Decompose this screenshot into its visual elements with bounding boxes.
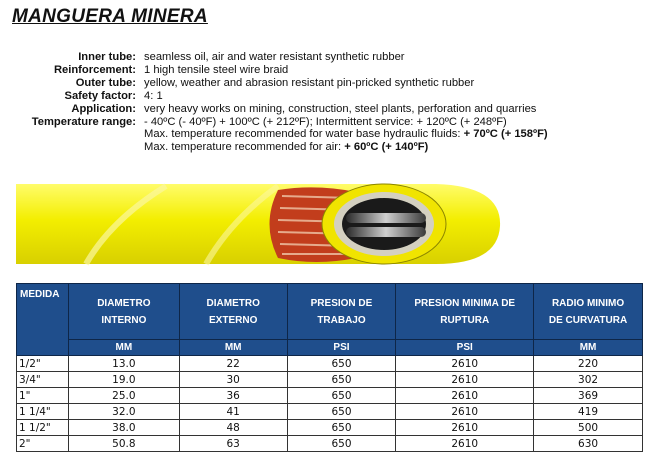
table-row (17, 420, 643, 436)
spec-row-temperature-range (10, 116, 548, 129)
table-cell: 13.0 (68, 356, 179, 372)
air-temp-note (10, 141, 548, 154)
spec-value: 4: 1 (144, 89, 163, 102)
spec-row-safety-factor (10, 90, 548, 103)
spec-label: Inner tube: (78, 51, 136, 63)
table-cell: 2610 (396, 420, 534, 436)
table-row (17, 388, 643, 404)
spec-label: Safety factor: (64, 89, 136, 102)
spec-value: yellow, weather and abrasion resistant pin-pricked synthetic rubber (144, 76, 475, 89)
table-cell: 41 (179, 404, 287, 420)
col-header-radio-curvatura (534, 284, 643, 340)
table-header-row (17, 284, 643, 340)
table-cell: 650 (287, 388, 396, 404)
steel-fitting (346, 213, 426, 223)
header-text: RADIO MINIMO (551, 297, 625, 309)
table-cell: 2610 (396, 388, 534, 404)
table-cell: 220 (534, 356, 643, 372)
unit-cell: PSI (287, 340, 396, 356)
table-cell: 22 (179, 356, 287, 372)
table-cell: 650 (287, 372, 396, 388)
header-text: DIAMETRO (206, 297, 260, 309)
size-cell: 3/4" (17, 372, 69, 388)
table-units-row (17, 340, 643, 356)
header-text: EXTERNO (209, 314, 258, 326)
spec-row-outer-tube (10, 77, 548, 90)
table-cell: 500 (534, 420, 643, 436)
spec-label: Outer tube: (75, 76, 136, 89)
size-cell: 1" (17, 388, 69, 404)
unit-cell: MM (534, 340, 643, 356)
table-cell: 50.8 (68, 436, 179, 452)
spec-row-reinforcement (10, 64, 548, 77)
table-cell: 2610 (396, 372, 534, 388)
table-cell: 30 (179, 372, 287, 388)
table-cell: 38.0 (68, 420, 179, 436)
header-text: DE CURVATURA (548, 314, 628, 326)
table-cell: 2610 (396, 404, 534, 420)
table-row (17, 356, 643, 372)
spec-value: 1 high tensile steel wire braid (144, 63, 289, 76)
col-header-diametro-interno (68, 284, 179, 340)
col-header-presion-ruptura (396, 284, 534, 340)
spec-label: Application: (71, 102, 136, 115)
col-header-medida (17, 284, 69, 356)
table-cell: 650 (287, 356, 396, 372)
header-text: RUPTURA (440, 314, 490, 326)
table-cell: 369 (534, 388, 643, 404)
table-row (17, 404, 643, 420)
unit-cell: PSI (396, 340, 534, 356)
table-row (17, 436, 643, 452)
header-text: DIAMETRO (97, 297, 151, 309)
hose-illustration (16, 180, 502, 268)
spec-label: Reinforcement: (53, 63, 136, 76)
table-cell: 19.0 (68, 372, 179, 388)
table-cell: 2610 (396, 356, 534, 372)
hose-spec-table (16, 283, 643, 452)
table-cell: 419 (534, 404, 643, 420)
size-cell: 1/2" (17, 356, 69, 372)
table-cell: 48 (179, 420, 287, 436)
inner-tube-bore (342, 198, 426, 250)
spec-row-inner-tube (10, 51, 548, 64)
table-cell: 32.0 (68, 404, 179, 420)
table-cell: 25.0 (68, 388, 179, 404)
spec-value: very heavy works on mining, construction, steel plants, perforation and quarries (144, 102, 537, 115)
table-cell: 36 (179, 388, 287, 404)
hydraulic-temp-note (10, 128, 548, 141)
col-header-presion-trabajo (287, 284, 396, 340)
size-cell: 1 1/4" (17, 404, 69, 420)
size-cell: 2" (17, 436, 69, 452)
unit-cell: MM (68, 340, 179, 356)
spec-value: seamless oil, air and water resistant synthetic rubber (144, 51, 405, 63)
table-cell: 302 (534, 372, 643, 388)
unit-cell: MM (179, 340, 287, 356)
table-cell: 650 (287, 436, 396, 452)
header-text: TRABAJO (317, 314, 366, 326)
col-header-diametro-externo (179, 284, 287, 340)
table-row (17, 372, 643, 388)
spec-value: - 40ºC (- 40ºF) + 100ºC (+ 212ºF); Intermittent service: + 120ºC (+ 248ºF) (144, 115, 507, 128)
hydraulic-temp-value: + 70ºC (+ 158ºF) (463, 128, 548, 141)
spec-row-application (10, 103, 548, 116)
air-temp-value: + 60ºC (+ 140ºF) (344, 141, 429, 154)
hydraulic-temp-text: Max. temperature recommended for water base hydraulic fluids: (144, 128, 464, 141)
table-cell: 650 (287, 404, 396, 420)
steel-fitting (346, 227, 426, 237)
table-cell: 650 (287, 420, 396, 436)
header-text: INTERNO (101, 314, 147, 326)
spec-label: Temperature range: (31, 115, 136, 128)
air-temp-text: Max. temperature recommended for air: (144, 141, 345, 154)
header-text: MEDIDA (20, 289, 60, 300)
table-cell: 2610 (396, 436, 534, 452)
page-title: MANGUERA MINERA (12, 6, 208, 27)
header-text: PRESION MINIMA DE (414, 297, 516, 309)
table-cell: 63 (179, 436, 287, 452)
header-text: PRESION DE (310, 297, 373, 309)
spec-list (10, 51, 548, 154)
table-cell: 630 (534, 436, 643, 452)
size-cell: 1 1/2" (17, 420, 69, 436)
